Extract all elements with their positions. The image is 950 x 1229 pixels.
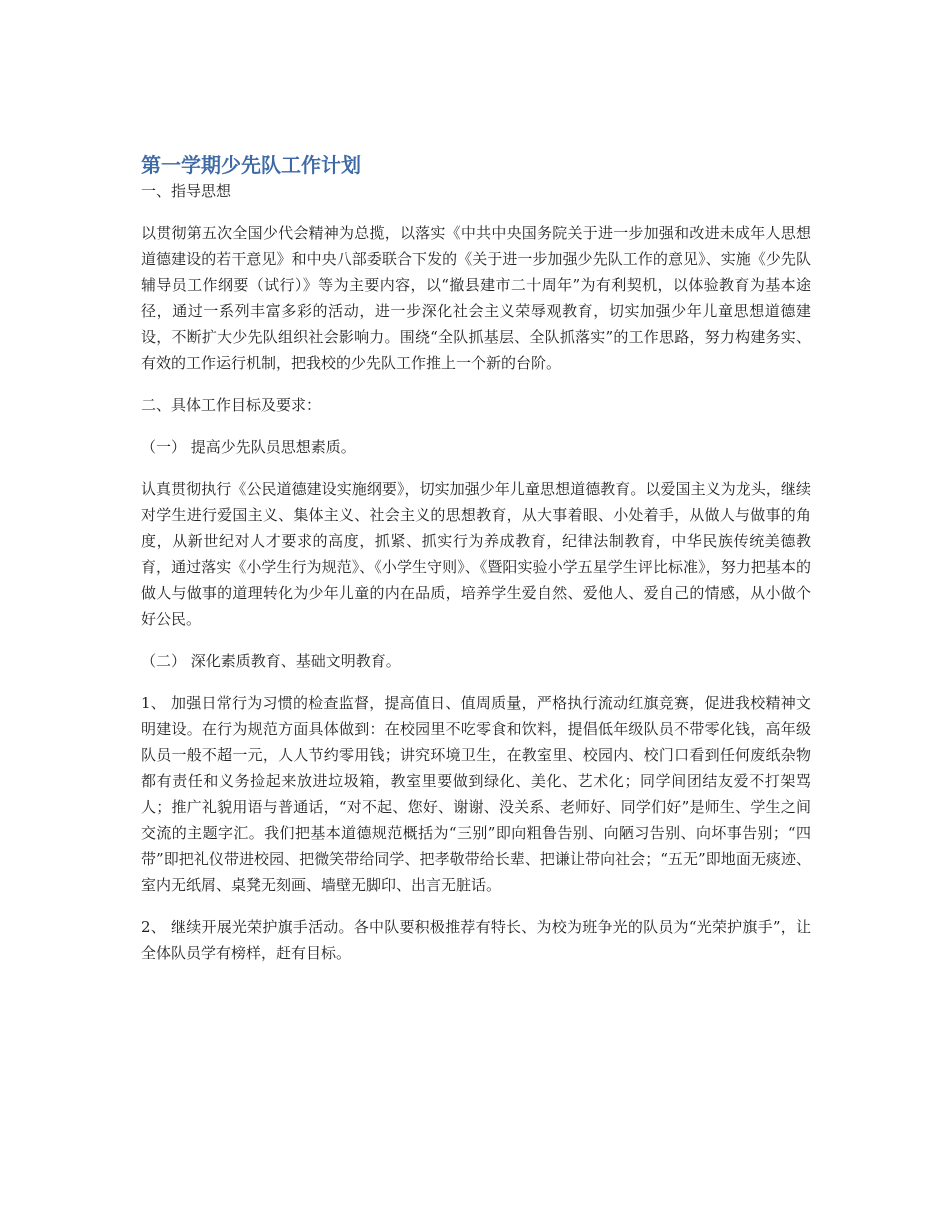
paragraph-item-2: 2、 继续开展光荣护旗手活动。各中队要积极推荐有特长、为校为班争光的队员为“光荣护旗手”，让全体队员学有榜样，赶有目标。	[141, 918, 811, 962]
spacer	[141, 204, 811, 220]
paragraph-item-1: 1、 加强日常行为习惯的检查监督，提高值日、值周质量，严格执行流动红旗竞赛，促进我校精神文明建设。在行为规范方面具体做到：在校园里不吃零食和饮料，提倡低年级队员不带零化钱，高年级队员一般不超一元，人人节约零用钱；讲究环境卫生，在教室里、校园内、校门口看到任何废纸杂物都有责任和义务捡起来放进垃圾箱，教室里要做到绿化、美化、艺术化；同学间团结友爱不打架骂人；推广礼貌用语与普通话，“对不起、您好、谢谢、没关系、老师好、同学们好”是师生、学生之间交流的主题字汇。我们把基本道德规范概括为“三别”即向粗鲁告别、向陋习告别、向坏事告别；“四带”即把礼仪带进校园、把微笑带给同学、把孝敬带给长辈、把谦让带向社会；“五无”即地面无痰迹、室内无纸屑、桌凳无刻画、墙壁无脚印、出言无脏话。	[141, 694, 811, 894]
section-heading-guiding-ideology: 一、指导思想	[141, 182, 232, 200]
spacer	[141, 418, 811, 434]
spacer	[141, 898, 811, 914]
spacer	[141, 632, 811, 648]
spacer	[141, 460, 811, 476]
paragraph-thought-quality: 认真贯彻执行《公民道德建设实施纲要》，切实加强少年儿童思想道德教育。以爱国主义为龙头，继续对学生进行爱国主义、集体主义、社会主义的思想教育，从大事着眼、小处着手，从做人与做事的角度，从新世纪对人才要求的高度，抓紧、抓实行为养成教育，纪律法制教育，中华民族传统美德教育，通过落实《小学生行为规范》、《小学生守则》、《暨阳实验小学五星学生评比标准》，努力把基本的做人与做事的道理转化为少年儿童的内在品质，培养学生爱自然、爱他人、爱自己的情感，从小做个好公民。	[141, 480, 811, 628]
spacer	[141, 674, 811, 690]
document-page	[141, 152, 811, 966]
spacer	[141, 376, 811, 392]
subsection-heading-2: （二） 深化素质教育、基础文明教育。	[141, 652, 401, 670]
subsection-heading-1: （一） 提高少先队员思想素质。	[141, 438, 356, 456]
document-title: 第一学期少先队工作计划	[141, 153, 361, 177]
paragraph-guiding-ideology: 以贯彻第五次全国少代会精神为总揽，以落实《中共中央国务院关于进一步加强和改进未成年人思想道德建设的若干意见》和中央八部委联合下发的《关于进一步加强少先队工作的意见》、实施《少先队辅导员工作纲要（试行）》等为主要内容，以“撤县建市二十周年”为有利契机，以体验教育为基本途径，通过一系列丰富多彩的活动，进一步深化社会主义荣辱观教育，切实加强少年儿童思想道德建设，不断扩大少先队组织社会影响力。围绕“全队抓基层、全队抓落实”的工作思路，努力构建务实、有效的工作运行机制，把我校的少先队工作推上一个新的台阶。	[141, 224, 811, 372]
section-heading-goals: 二、具体工作目标及要求：	[141, 396, 322, 414]
